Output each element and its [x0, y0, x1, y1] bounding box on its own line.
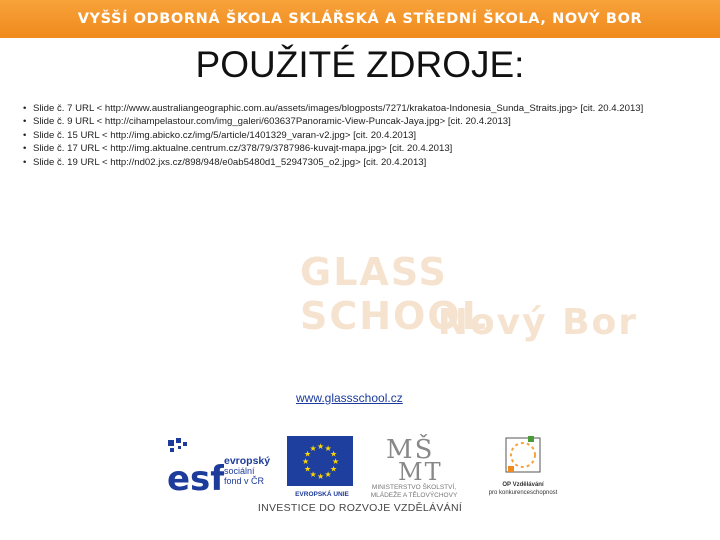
op-mark-icon	[478, 434, 568, 480]
op-line2: pro konkurenceschopnost	[488, 489, 558, 496]
header-bar	[0, 0, 720, 38]
source-item: • Slide č. 19 URL < http://nd02.jxs.cz/898/948/e0ab5480d1_52947305_o2.jpg> [cit. 20.4.2013]	[22, 156, 698, 169]
eu-star-icon: ★	[324, 469, 332, 479]
school-name-header: VYŠŠÍ ODBORNÁ ŠKOLA SKLÁŘSKÁ A STŘEDNÍ ŠKOLA, NOVÝ BOR	[77, 11, 643, 27]
watermark-line1: GLASS SCHOOL	[300, 250, 488, 338]
esf-line2: sociální	[224, 466, 255, 476]
sources-list	[22, 102, 698, 169]
eu-star-icon: ★	[329, 464, 338, 474]
website-link[interactable]: www.glassschool.cz	[296, 391, 403, 405]
eu-star-icon: ★	[317, 442, 325, 451]
svg-text:MŠ: MŠ	[386, 435, 435, 465]
eu-star-icon: ★	[309, 469, 317, 479]
msmt-logo	[366, 434, 462, 504]
eu-star-icon: ★	[302, 457, 310, 466]
investment-caption: INVESTICE DO ROZVOJE VZDĚLÁVÁNÍ	[257, 502, 463, 514]
glass-school-watermark	[300, 250, 700, 345]
esf-line1: evropský	[224, 455, 271, 467]
eu-star-icon: ★	[329, 449, 338, 459]
esf-letters: esf	[167, 459, 224, 494]
svg-text:MT: MT	[398, 458, 443, 482]
msmt-caption	[366, 484, 462, 500]
op-logo	[478, 434, 568, 502]
eu-star-icon: ★	[332, 457, 340, 466]
slide-title: POUŽITÉ ZDROJE:	[195, 44, 525, 85]
op-line1: OP Vzdělávání	[502, 482, 544, 488]
op-caption	[478, 482, 568, 497]
esf-mark-icon	[166, 436, 224, 494]
esf-logo	[166, 436, 286, 496]
eu-star-icon: ★	[309, 444, 317, 454]
eu-star-icon: ★	[304, 464, 312, 474]
eu-flag-icon	[287, 436, 353, 486]
esf-line3: fond v ČR	[224, 476, 265, 486]
eu-star-icon: ★	[317, 472, 325, 481]
source-item: • Slide č. 15 URL < http://img.abicko.cz/img/5/article/1401329_varan-v2.jpg> [cit. 20.4.2013]	[22, 129, 698, 142]
source-item: • Slide č. 17 URL < http://img.aktualne.centrum.cz/378/79/3787986-kuvajt-mapa.jpg> [cit. 20.4.2013]	[22, 142, 698, 155]
source-item: • Slide č. 7 URL < http://www.australiangeographic.com.au/assets/images/blogposts/7271/krakatoa-Indonesia_Sunda_Straits.jpg> [cit. 20.4.2013]	[22, 102, 698, 115]
msmt-mark-icon	[366, 434, 462, 482]
eu-logo	[287, 436, 357, 500]
source-item: • Slide č. 9 URL < http://cihampelastour.com/img_galeri/603637Panoramic-View-Puncak-Jaya.jpg> [cit. 20.4.2013]	[22, 115, 698, 128]
eu-label: EVROPSKÁ UNIE	[295, 491, 349, 498]
esf-caption	[224, 456, 270, 486]
watermark-line2: Nový Bor	[437, 302, 638, 343]
eu-star-icon: ★	[324, 444, 332, 454]
msmt-line1: MINISTERSTVO ŠKOLSTVÍ,	[371, 484, 457, 491]
eu-star-icon: ★	[304, 449, 312, 459]
msmt-line2: MLÁDEŽE A TĚLOVÝCHOVY	[370, 492, 458, 499]
